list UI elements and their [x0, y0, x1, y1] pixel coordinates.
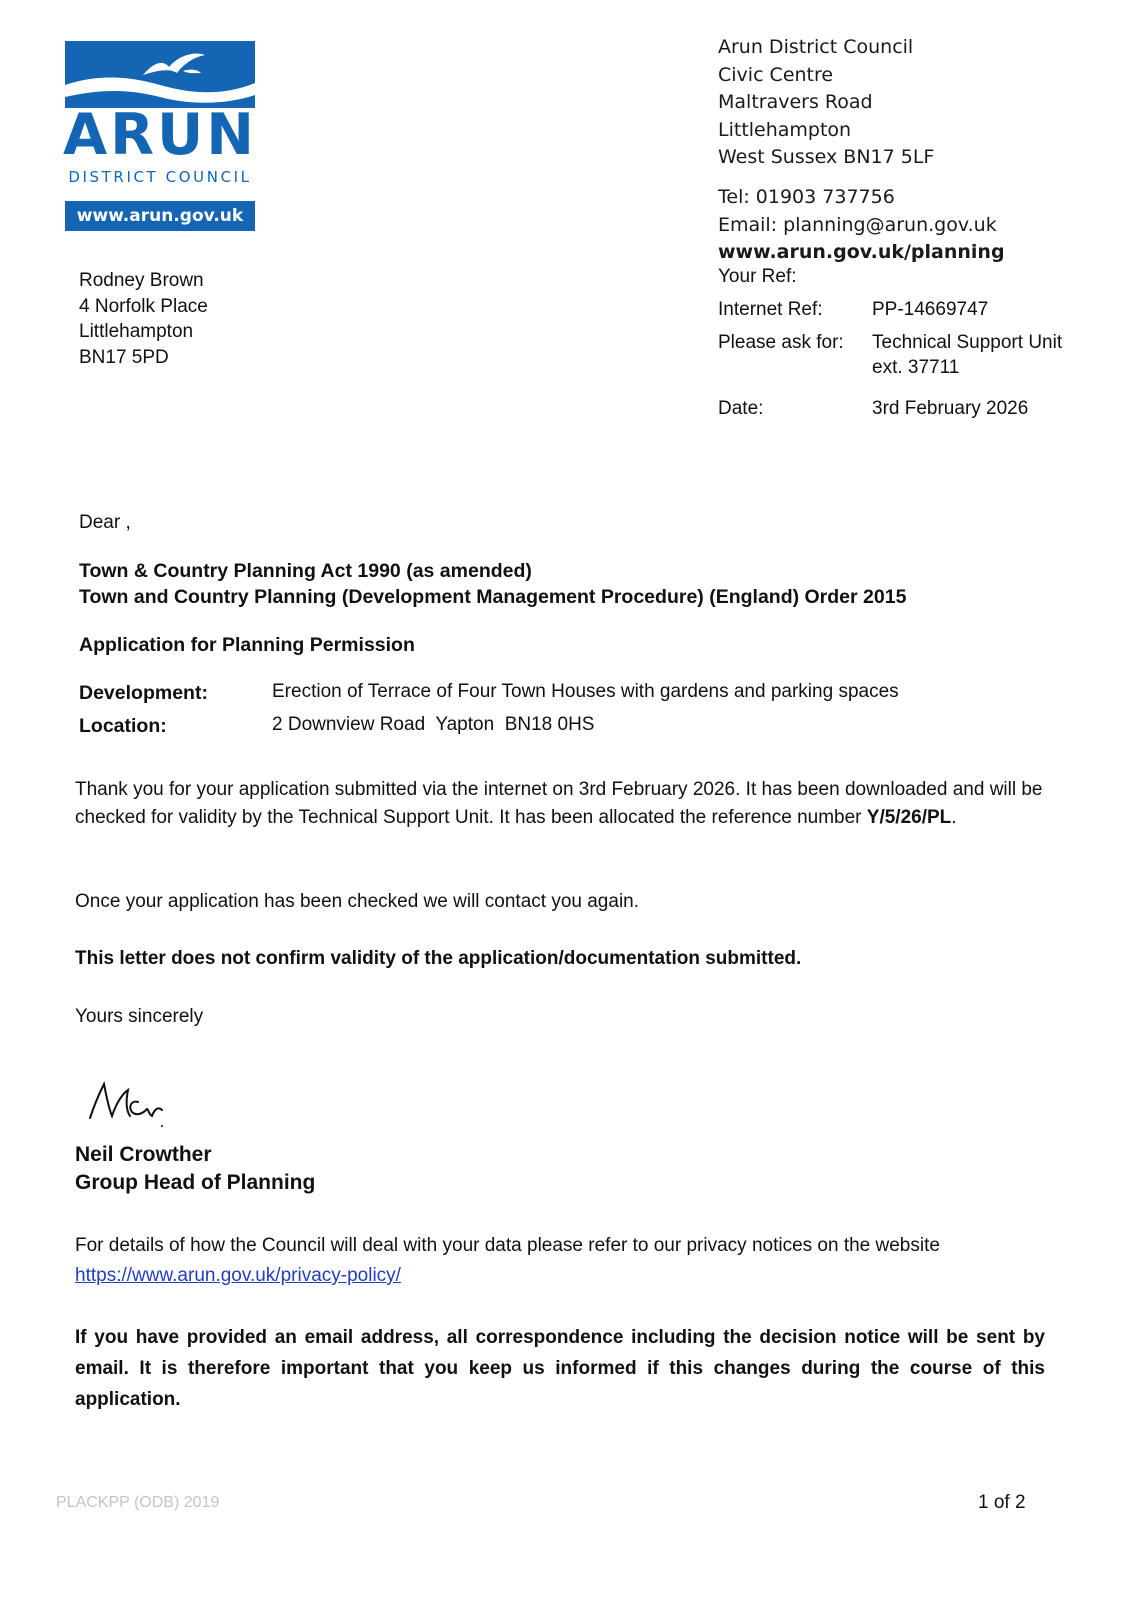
internet-ref-label: Internet Ref:: [718, 299, 823, 320]
act-heading: Town & Country Planning Act 1990 (as amended): [79, 560, 532, 582]
recipient-line: 4 Norfolk Place: [79, 295, 208, 317]
date-label: Date:: [718, 398, 764, 419]
address-line: Maltravers Road: [718, 91, 873, 113]
telephone: Tel: 01903 737756: [718, 186, 895, 208]
internet-ref-value: PP-14669747: [872, 299, 989, 320]
logo-wordmark: ARUN: [63, 102, 257, 168]
signatory-title: Group Head of Planning: [75, 1171, 316, 1194]
address-line: Arun District Council: [718, 36, 914, 58]
closing: Yours sincerely: [75, 1006, 204, 1027]
email: Email: planning@arun.gov.uk: [718, 213, 997, 236]
logo-bird-banner: [65, 41, 255, 108]
handwritten-signature: [86, 1070, 176, 1130]
council-contact: [718, 184, 1005, 267]
ask-for-extension: ext. 37711: [872, 357, 960, 378]
email-notice: If you have provided an email address, all correspondence including the decision notice will be sent by email. It is therefore important that you keep us informed if this changes during the course of this application.: [75, 1327, 1045, 1410]
acknowledgement-text: Thank you for your application submitted via the internet on 3rd February 2026. It has been downloaded and will be checked for validity by the Technical Support Unit. It has been allocated the reference number: [75, 779, 1043, 828]
recipient-line: Rodney Brown: [79, 270, 204, 291]
council-logo: [65, 41, 255, 233]
development-value: Erection of Terrace of Four Town Houses with gardens and parking spaces: [272, 681, 899, 702]
contact-again-text: Once your application has been checked we will contact you again.: [75, 891, 640, 912]
logo-subtitle: DISTRICT COUNCIL: [68, 168, 252, 186]
page-number: 1 of 2: [978, 1492, 1026, 1513]
privacy-paragraph: [75, 1231, 1065, 1291]
ask-for-value: Technical Support Unit: [872, 332, 1063, 353]
ask-for-label: Please ask for:: [718, 332, 844, 353]
council-address: [718, 34, 934, 172]
location-label: Location:: [79, 715, 167, 737]
location-value: 2 Downview Road Yapton BN18 0HS: [272, 714, 595, 735]
order-heading: Town and Country Planning (Development Management Procedure) (England) Order 2015: [79, 586, 907, 608]
address-line: West Sussex BN17 5LF: [718, 146, 935, 168]
address-line: Littlehampton: [718, 118, 852, 141]
date-value: 3rd February 2026: [872, 398, 1029, 419]
privacy-text: For details of how the Council will deal with your data please refer to our privacy notices on the website: [75, 1235, 940, 1256]
application-heading: Application for Planning Permission: [79, 634, 415, 656]
your-ref-label: Your Ref:: [718, 266, 797, 287]
acknowledgement-paragraph: [75, 776, 1065, 832]
salutation: Dear ,: [79, 512, 131, 533]
validity-notice: This letter does not confirm validity of the application/documentation submitted.: [75, 948, 802, 969]
footer-document-code: PLACKPP (ODB) 2019: [56, 1494, 220, 1511]
signature: [86, 1070, 176, 1130]
reference-number: Y/5/26/PL: [866, 807, 952, 828]
recipient-line: BN17 5PD: [79, 346, 169, 368]
signatory-name: Neil Crowther: [75, 1143, 212, 1166]
recipient-address: [79, 268, 208, 370]
privacy-policy-link[interactable]: https://www.arun.gov.uk/privacy-policy/: [75, 1265, 401, 1286]
address-line: Civic Centre: [718, 63, 834, 86]
planning-web-link[interactable]: www.arun.gov.uk/planning: [718, 241, 1005, 263]
development-label: Development:: [79, 682, 208, 704]
recipient-line: Littlehampton: [79, 321, 194, 342]
acknowledgement-end: .: [951, 807, 957, 828]
logo-url: www.arun.gov.uk: [65, 201, 255, 231]
seagull-wave-graphic: [65, 41, 255, 108]
